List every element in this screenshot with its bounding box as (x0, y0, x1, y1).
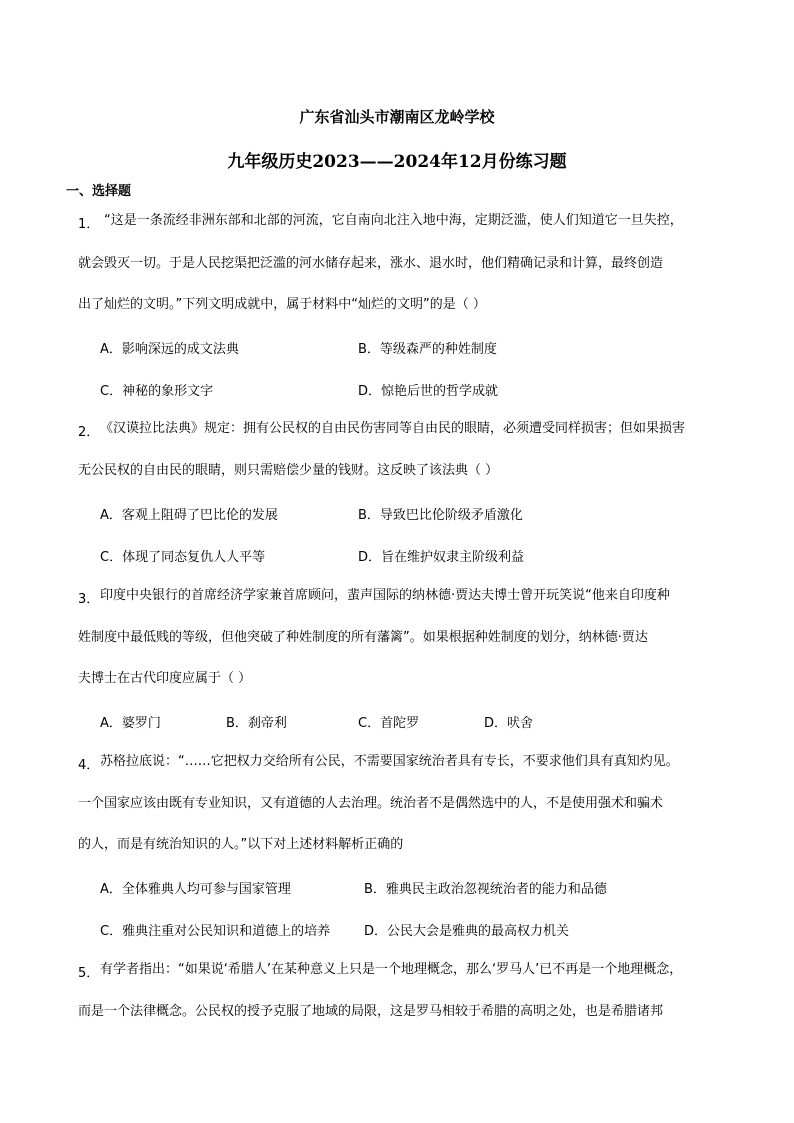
question-text-line: 就会毁灭一切。于是人民挖渠把泛滥的河水储存起来，涨水、退水时，他们精确记录和计算，最终创造 (78, 256, 664, 271)
question-text-line: 而是一个法律概念。公民权的授予克服了地域的局限，这是罗马相较于希腊的高明之处，也是希腊诸邦 (78, 1004, 664, 1019)
option-a[interactable]: A．全体雅典人均可参与国家管理 (100, 882, 291, 897)
question-number: 1． (78, 217, 100, 232)
option-c[interactable]: C．雅典注重对公民知识和道德上的培养 (100, 924, 331, 939)
question-number: 3． (78, 592, 100, 607)
option-d[interactable]: D．公民大会是雅典的最高权力机关 (364, 924, 570, 939)
option-d[interactable]: D．惊艳后世的哲学成就 (358, 384, 499, 399)
question-text-line: 的人，而是有统治知识的人。”以下对上述材料解析正确的 (78, 837, 404, 852)
option-b[interactable]: B．等级森严的种姓制度 (358, 342, 497, 357)
option-a[interactable]: A．婆罗门 (100, 716, 161, 731)
question-number: 4． (78, 758, 100, 773)
question-text-line: 姓制度中最低贱的等级，但他突破了种姓制度的所有藩篱”。如果根据种姓制度的划分，纳林德·贾达 (78, 630, 648, 645)
school-name: 广东省汕头市潮南区龙岭学校 (299, 108, 495, 126)
section-heading: 一、选择题 (66, 184, 132, 199)
question-number: 5． (78, 966, 100, 981)
question-text-line: 出了灿烂的文明。”下列文明成就中，属于材料中“灿烂的文明”的是（ ） (78, 297, 486, 312)
option-b[interactable]: B．导致巴比伦阶级矛盾激化 (358, 508, 523, 523)
question-text-line: 《汉谟拉比法典》规定：拥有公民权的自由民伤害同等自由民的眼睛，必须遭受同样损害；但如果损害 (100, 421, 686, 436)
question-text-line: 夫博士在古代印度应属于（ ） (78, 671, 252, 686)
option-b[interactable]: B．雅典民主政治忽视统治者的能力和品德 (364, 882, 607, 897)
question-text-line: “这是一条流经非洲东部和北部的河流，它自南向北注入地中海，定期泛滥，使人们知道它一旦失控， (104, 213, 683, 228)
option-d[interactable]: D．吠舍 (484, 716, 534, 731)
option-a[interactable]: A．客观上阻碍了巴比伦的发展 (100, 508, 278, 523)
option-b[interactable]: B．刹帝利 (226, 716, 287, 731)
question-text-line: 苏格拉底说：“……它把权力交给所有公民，不需要国家统治者具有专长，不要求他们具有真知灼见。 (100, 754, 679, 769)
option-c[interactable]: C．首陀罗 (358, 716, 420, 731)
option-c[interactable]: C．神秘的象形文字 (100, 384, 214, 399)
option-d[interactable]: D．旨在维护奴隶主阶级利益 (358, 550, 525, 565)
question-text-line: 印度中央银行的首席经济学家兼首席顾问，蜚声国际的纳林德·贾达夫博士曾开玩笑说“他来自印度种 (100, 588, 670, 603)
option-c[interactable]: C．体现了同态复仇人人平等 (100, 550, 266, 565)
question-text-line: 有学者指出：“如果说‘希腊人’在某种意义上只是一个地理概念，那么‘罗马人’已不再是一个地理概念， (100, 962, 683, 977)
option-a[interactable]: A．影响深远的成文法典 (100, 342, 239, 357)
question-number: 2． (78, 425, 100, 440)
question-text-line: 无公民权的自由民的眼睛，则只需赔偿少量的钱财。这反映了该法典（ ） (78, 463, 499, 478)
question-text-line: 一个国家应该由既有专业知识，又有道德的人去治理。统治者不是偶然选中的人，不是使用强术和骗术 (78, 796, 664, 811)
exam-title: 九年级历史2023——2024年12月份练习题 (227, 152, 567, 172)
